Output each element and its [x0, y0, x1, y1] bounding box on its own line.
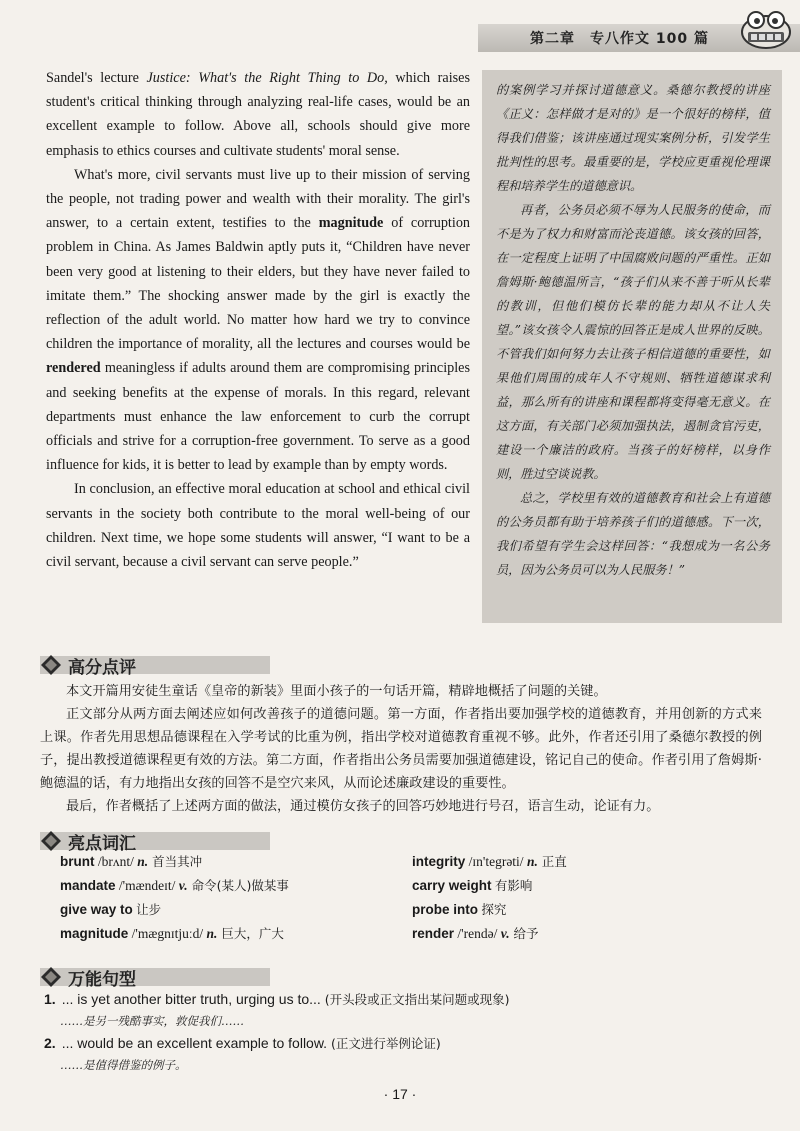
chapter-title: 第二章 专八作文 100 篇 — [530, 31, 709, 47]
vocab-section-heading: 亮点词汇 — [40, 828, 136, 854]
vocab-item: integrity /ɪn'tegrəti/ n. 正直 — [412, 854, 567, 869]
translation-box — [482, 70, 782, 623]
sentence-pattern-translation: ……是值得借鉴的例子。 — [60, 1058, 187, 1072]
patterns-section-heading: 万能句型 — [40, 964, 136, 990]
essay-paragraph: In conclusion, an effective moral education at school and ethical civil servants in the society both contribute to the moral well-being of our children. Next time, we hope some students will answer, “I want to be a civil servant, because a civil servant can serve people.” — [46, 481, 470, 571]
vocab-item: brunt /brʌnt/ n. 首当其冲 — [60, 854, 203, 869]
highlight-word: magnitude — [318, 215, 384, 232]
mascot-logo-icon — [738, 6, 794, 50]
sentence-pattern: 2. ... would be an excellent example to follow. (正文进行举例论证) — [44, 1035, 441, 1051]
vocab-item: mandate /'mændeɪt/ v. 命令(某人)做某事 — [60, 878, 289, 893]
highlight-word: rendered — [46, 360, 101, 377]
sentence-pattern: 1. ... is yet another bitter truth, urging us to... (开头段或正文指出某问题或现象) — [44, 991, 510, 1007]
diamond-bullet-icon — [40, 654, 62, 676]
sentence-pattern-translation: ……是另一残酷事实，敦促我们…… — [60, 1014, 244, 1028]
review-body: 本文开篇用安徒生童话《皇帝的新装》里面小孩子的一句话开篇，精辟地概括了问题的关键。 正文部分从两方面去阐述应如何改善孩子的道德问题。第一方面，作者指出要加强学校的道德教育，并用创新的方式来上课。作者先用思想品德课程在入学考试的比重为例，指出学校对道德教育重视不够。此外，作者还引用了桑德尔教授的例子，提出教授道德课程更有效的方法。第二方面，作者指出公务员需要加强道德建设，铭记自己的使命。作者引用了詹姆斯·鲍德温的话，有力地指出女孩的回答不是空穴来风，从而论述廉政建设的重要性。 最后，作者概括了上述两方面的做法，通过模仿女孩子的回答巧妙地进行号召，语言生动，论证有力。 — [40, 684, 762, 814]
translation-paragraph: 总之，学校里有效的道德教育和社会上有道德的公务员都有助于培养孩子们的道德感。下一次，我们希望有学生会这样回答：“我想成为一名公务员，因为公务员可以为人民服务！” — [496, 491, 770, 577]
vocab-item: magnitude /'mægnɪtjuːd/ n. 巨大，广大 — [60, 926, 284, 941]
vocab-item: carry weight 有影响 — [412, 878, 533, 893]
diamond-bullet-icon — [40, 966, 62, 988]
page-number: · 17 · — [383, 1086, 417, 1102]
translation-paragraph: 再者，公务员必须不辱为人民服务的使命，而不是为了权力和财富而沦丧道德。该女孩的回答，在一定程度上证明了中国腐败问题的严重性。正如詹姆斯·鲍德温所言，“孩子们从来不善于听从长辈的教训，但他们模仿长辈的能力却从不让人失望。”该女孩令人震惊的回答正是成人世界的反映。不管我们如何努力去让孩子相信道德的重要性，如果他们周围的成年人不守规则、牺牲道德谋求利益，那么所有的讲座和课程都将变得毫无意义。在这方面，有关部门必须加强执法，遏制贪官污吏，建设一个廉洁的政府。当孩子的好榜样，以身作则，胜过空谈说教。 — [496, 203, 770, 481]
vocab-item: render /'rendə/ v. 给予 — [412, 926, 539, 941]
essay-paragraph: What's more, civil servants must live up to their mission of serving the people, not trading power and wealth with their morality. The girl's answer, to a certain extent, testifies to the magnitude of corruption problem in China. As James Baldwin aptly puts it, “Children have never been very good at listening to their elders, but they have never failed to imitate them.” The shocking answer made by the girl is exactly the reflection of the adult world. No matter how hard we try to convince children the importance of morality, all the lectures and courses would be rendered meaningless if adults around them are compromising principles and seeking benefits at the expense of morals. In this regard, relevant departments must enhance the law enforcement to curb the corrupt officials and strive for a corruption-free government. To serve as a good influence for kids, it is better to lead by example than by empty words. — [46, 166, 471, 474]
essay-paragraph: Sandel's lecture Justice: What's the Right Thing to Do, which raises student's critical thinking through analyzing real-life cases, would be an excellent example to follow. Above all, schools should give more emphasis to ethics courses and cultivate students' moral sense. — [46, 70, 470, 159]
vocab-item: probe into 探究 — [412, 902, 507, 917]
vocab-item: give way to 让步 — [60, 902, 162, 917]
review-section-heading: 高分点评 — [40, 652, 136, 678]
translation-paragraph: 的案例学习并探讨道德意义。桑德尔教授的讲座《正义：怎样做才是对的》是一个很好的榜样，值得我们借鉴；该讲座通过现实案例分析，引发学生批判性的思考。最重要的是，学校应更重视伦理课程和培养学生的道德意识。 — [496, 83, 770, 193]
diamond-bullet-icon — [40, 830, 62, 852]
essay-english-column — [46, 66, 470, 574]
